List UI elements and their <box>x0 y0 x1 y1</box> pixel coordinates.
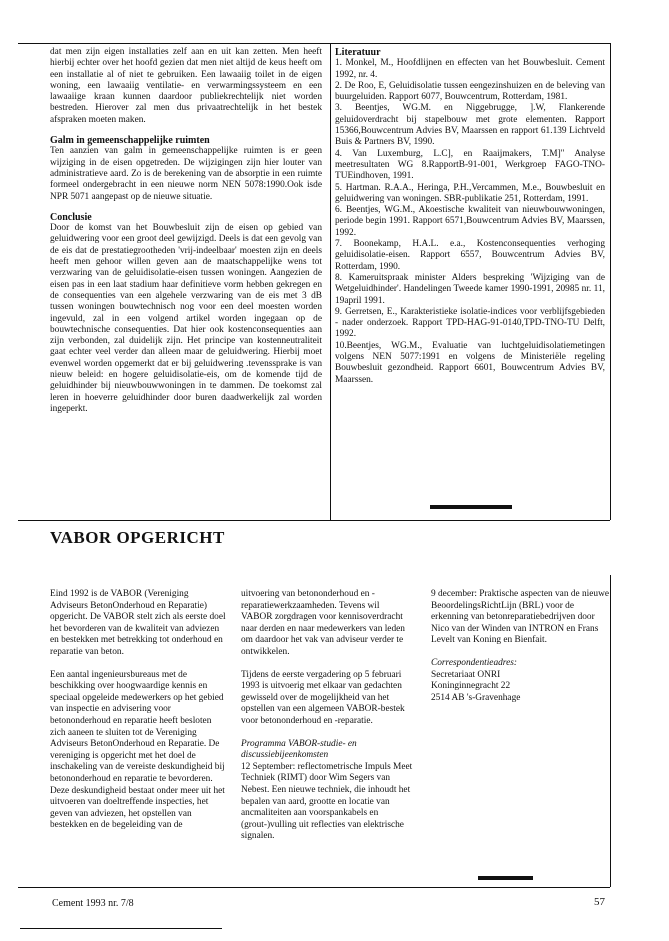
article-headline: VABOR OPGERICHT <box>50 528 225 547</box>
page-number: 57 <box>594 896 605 908</box>
top-rule <box>18 43 610 44</box>
literature-item: 8. Kameruitspraak minister Alders bespreking 'Wijziging van de Wetgeluidhinder'. Handelingen Tweede kamer 1990-1991, 20985 nr. 11, 19april 1991. <box>335 272 605 306</box>
literature-item: 10.Beentjes, WG.M., Evaluatie van luchtgeluidisolatiemetingen volgens NEN 5077:1991 en volgens de Ministeriële regeling Bouwbesluit gezondheid. Rapport 6601, Bouwcentrum Advies BV, Maarssen. <box>335 340 605 385</box>
literature-item: 9. Gerretsen, E., Karakteristieke isolatie-indices voor verblijfsgebieden - nader onderzoek. Rapport TPD-HAG-91-0140,TPD-TNO-TU Delft, 1992. <box>335 306 605 340</box>
literature-item: 7. Boonekamp, H.A.L. e.a., Kostenconsequenties verhoging geluidisolatie-eisen. Rapport 6557, Bouwcentrum Advies BV, Rotterdam, 1990. <box>335 239 605 272</box>
contact-line: Koninginnegracht 22 <box>431 681 511 692</box>
vabor-paragraph: Eind 1992 is de VABOR (Vereniging Adviseurs BetonOnderhoud en Reparatie) opgericht. De VABOR stelt zich als eerste doel het bevorderen van de kwaliteit van adviezen en bestekken met betrekking tot onderhoud en reparatie van beton. <box>50 589 226 657</box>
bottom-rule <box>18 887 610 888</box>
article-left-column <box>50 47 322 424</box>
section-heading-galm: Galm in gemeenschappelijke ruimten <box>50 135 210 147</box>
vabor-end-bar <box>478 876 533 880</box>
section-paragraph-conclusie: Door de komst van het Bouwbesluit zijn de eisen op gebied van geluidwering voor een groot deel gewijzigd. Deels is dat een gevolg van de eis dat de prestatiegrootheden 'vrij-indeelbaar' moesten zijn en deels heeft men gehoor willen geven aan de maatschappelijke wens tot verzwaring van de geluidisolatie-eisen tussen woningen. Aangezien de eisen pas in een laat stadium haar definitieve vorm hebben gekregen en de consequenties van een algehele verzwaring van de eis met 3 dB tussen woningen bouwtechnisch nog voor een deel moesten worden ingevuld, zal in een volgend artikel worden ingegaan op de bouwtechnische consequenties. Dat hier ook kostenconsequenties aan zijn verbonden, zal duidelijk zijn. Het principe van kostenneutraliteit gaat echter veel verder dan alleen maar de geluidwering. Hierbij moet evenwel worden opgemerkt dat er bij geluidwering .tevenssprake is van nieuw beleid: en hogere geluidisolatie-eis, om de komende tijd de geluidhinder bij nieuwbouwwoningen in te dammen. De toekomst zal leren in hoeverre geluidhinder door buren daadwerkelijk zal worden ingeperkt. <box>50 223 322 414</box>
bottom-right-rule <box>610 575 611 887</box>
literature-column <box>335 47 605 386</box>
footer-rule <box>20 928 222 929</box>
literature-item: 4. Van Luxemburg, L.C], en Raaijmakers, T.M]" Analyse meetresultaten WG 8.RapportB-91-001, Werkgroep FAGO-TNO-TUEindhoven, 1991. <box>335 148 605 182</box>
section-paragraph-galm: Ten aanzien van galm in gemeenschappelijke ruimten is er geen wijziging in de eisen opgetreden. De wijzigingen zijn hier louter van administratieve aard. Zo is de berekening van de absorptie in een ruimte formeel ondergebracht in een nieuwe norm NEN 5078:1990.Ook isde NPR 5071 aangepast op de nieuwe situatie. <box>50 146 322 202</box>
contact-line: 2514 AB 's-Gravenhage <box>431 692 521 703</box>
section-divider-rule <box>18 520 610 521</box>
program-item-december: 9 december: Praktische aspecten van de nieuwe BeoordelingsRichtLijn (BRL) voor de erkenning van betonreparatiebedrijven door Nico van der Winden van INTRON en Frans Levelt van Koning en Bienfait. <box>431 589 609 646</box>
vabor-paragraph: Tijdens de eerste vergadering op 5 februari 1993 is uitvoerig met elkaar van gedachten gewisseld over de mogelijkheid van het opstellen van een algemeen VABOR-bestek voor betononderhoud en -reparatie. <box>241 669 405 726</box>
program-item-september: 12 September: reflectometrische Impuls Meet Techniek (RIMT) door Wim Segers van Nebest. Een nieuwe techniek, die inhoudt het bepalen van aard, grootte en locatie van ancmaliteiten aan voorspankabels en (grout-)vulling uit reflecties van elektrische signalen. <box>241 761 413 842</box>
vabor-paragraph: uitvoering van betononderhoud en -reparatiewerkzaamheden. Tevens wil VABOR zorgdragen voor kennisoverdracht naar derden en naar medewerkers van leden om daardoor het vak van adviseur verder te ontwikkelen. <box>241 589 405 657</box>
literature-item: 2. De Roo, E, Geluidisolatie tussen eengezinshuizen en de beleving van buurgeluiden. Rapport 6077, Bouwcentrum, Rotterdam, 1981. <box>335 80 605 103</box>
vabor-column-2 <box>241 589 413 843</box>
top-right-rule <box>610 43 611 520</box>
vabor-column-3 <box>431 589 611 704</box>
literature-item: 5. Hartman. R.A.A., Heringa, P.H.,Vercammen, M.e., Bouwbesluit en geluidwering van woningen. SBR-publikatie 251, Rotterdam, 1991. <box>335 182 605 204</box>
column-divider-top <box>330 43 331 520</box>
literature-item: 6. Beentjes, WG.M., Akoestische kwaliteit van nieuwbouwwoningen, periode begin 1991. Rapport 6571,Bouwcentrum Advies BV, Maarssen, 1992. <box>335 205 605 238</box>
vabor-column-1 <box>50 589 226 843</box>
literature-item: 1. Monkel, M., Hoofdlijnen en effecten van het Bouwbesluit. Cement 1992, nr. 4. <box>335 58 605 80</box>
contact-title: Correspondentieadres: <box>431 657 517 668</box>
program-title: Programma VABOR-studie- en discussiebijeenkomsten <box>241 738 357 761</box>
literature-list <box>335 58 605 386</box>
literature-title: Literatuur <box>335 47 381 58</box>
section-heading-conclusie: Conclusie <box>50 211 92 223</box>
journal-issue: Cement 1993 nr. 7/8 <box>52 898 134 909</box>
literature-item: 3. Beentjes, WG.M. en Niggebrugge, ].W, Flankerende geluidoverdracht bij stapelbouw met grote elementen. Rapport 15366,Bouwcentrum Advies BV, Maarssen en rapport 61.139 Lichtveld Buis & Partners BV, 1990. <box>335 103 605 148</box>
contact-line: Secretariaat ONRI <box>431 669 501 680</box>
intro-paragraph: dat men zijn eigen installaties zelf aan en uit kan zetten. Men heeft hierbij echter over het hoofd gezien dat men niet altijd de keus heeft om een installatie al of niet te gebruiken. Een lawaaiig toilet in de eigen woning, een lawaaiig ventilatie- en verwarmingssysteem en een lawaaiige kraan kunnen daardoor publiekrechtelijk niet worden bestreden. Hierover zal men dus privaatrechtelijk in het bestek afspraken moeten maken. <box>50 47 322 125</box>
vabor-paragraph: Een aantal ingenieursbureaus met de beschikking over hoogwaardige kennis en speciaal opgeleide medewerkers op het gebied van inspectie en advisering voor betononderhoud en reparatie heeft besloten zich aaneen te sluiten tot de Vereniging Adviseurs BetonOnderhoud en Reparatie. De vereniging is opgericht met het doel de inschakeling van de vereiste deskundigheid bij betononderhoud en reparatie te bevorderen. Deze deskundigheid bestaat onder meer uit het uitvoeren van doeltreffende inspecties, het geven van adviezen, het opstellen van bestekken en de begeleiding van de <box>50 669 225 831</box>
literature-end-bar <box>430 505 512 509</box>
